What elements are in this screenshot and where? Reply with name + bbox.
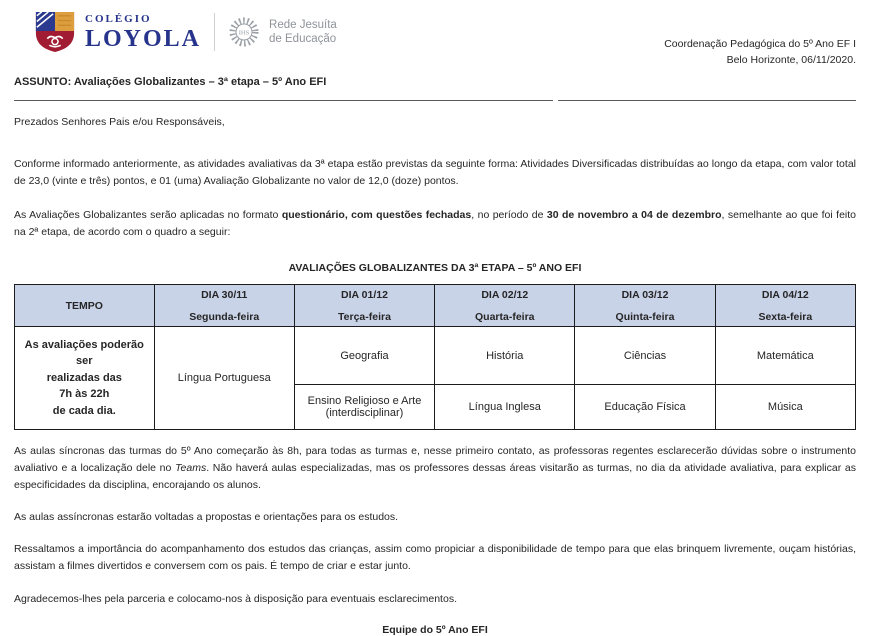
cell-lingua-inglesa: Língua Inglesa — [435, 385, 575, 430]
doc-header — [14, 10, 856, 67]
text-segment-italic: Teams — [175, 462, 207, 474]
logo-divider — [214, 13, 215, 51]
header-weekday: Quinta-feira — [615, 310, 675, 323]
cell-ciencias: Ciências — [575, 327, 715, 385]
header-day: DIA 04/12 — [761, 288, 809, 301]
header-cell-thursday — [575, 285, 715, 327]
cell-tempo-note — [15, 327, 155, 430]
cell-musica: Música — [715, 385, 855, 430]
header-day: DIA 01/12 — [341, 288, 388, 301]
text-segment-bold: 30 de novembro a 04 de dezembro — [546, 209, 722, 221]
separator-rule — [14, 97, 856, 101]
cell-geografia: Geografia — [294, 327, 434, 385]
paragraph-thanks: Agradecemos-lhes pela parceria e colocamo-nos à disposição para eventuais esclarecimentos. — [14, 593, 457, 605]
text-segment: As Avaliações Globalizantes serão aplicadas no formato — [14, 209, 282, 221]
header-day: DIA 30/11 — [201, 288, 248, 301]
rule-segment-right — [558, 97, 856, 101]
table-title: AVALIAÇÕES GLOBALIZANTES DA 3ª ETAPA – 5º ANO EFI — [288, 262, 582, 274]
logo-college-small: COLÉGIO — [85, 12, 152, 25]
city-date-line: Belo Horizonte, 06/11/2020. — [726, 54, 856, 67]
salutation: Prezados Senhores Pais e/ou Responsáveis, — [14, 116, 225, 128]
header-day: DIA 03/12 — [621, 288, 669, 301]
tempo-note-line: realizadas das — [46, 371, 122, 384]
subject-line: ASSUNTO: Avaliações Globalizantes – 3ª etapa – 5º Ano EFI — [14, 76, 327, 88]
tempo-note-line: As avaliações poderão ser — [24, 338, 144, 368]
jesuit-sunburst-icon — [228, 16, 260, 48]
text-segment: As aulas síncronas das turmas do 5º Ano começarão às 8h, para todas as turmas e, nesse primeiro contato, as professoras regentes esclarecerão dúvidas sobre o instrumento avaliativo e a localização dele no — [14, 445, 856, 474]
header-cell-monday — [154, 285, 294, 327]
cell-ensino-religioso-arte: Ensino Religioso e Arte (interdisciplinar) — [294, 385, 434, 430]
text-segment: . Não haverá aulas especializadas, mas os professores dessas áreas visitarão as turmas, no dia da atividade avaliativa, para explicar as especificidades da disciplina, encorajando os alunos. — [14, 462, 857, 491]
text-segment: , semelhante ao que foi feito na 2ª etapa, de acordo com o quadro a seguir: — [14, 209, 857, 238]
footer-signature: Equipe do 5º Ano EFI — [382, 624, 488, 636]
svg-text:IHS: IHS — [238, 29, 250, 37]
paragraph-etapa-overview: Conforme informado anteriormente, as atividades avaliativas da 3ª etapa estão previstas da seguinte forma: Atividades Diversificadas distribuídas ao longo da etapa, com valor total de 23,0 (vinte e três) pontos, e 01 (uma) Avaliação Globalizante no valor de 12,0 (doze) pontos. — [14, 158, 856, 187]
header-weekday: Sexta-feira — [758, 310, 813, 323]
paragraph-asynchronous-classes: As aulas assíncronas estarão voltadas a propostas e orientações para os estudos. — [14, 511, 399, 523]
network-line2: de Educação — [269, 33, 337, 45]
paragraph-synchronous-classes — [14, 443, 856, 494]
loyola-shield-icon — [34, 10, 76, 54]
header-label: TEMPO — [65, 299, 103, 312]
paragraph-application-format — [14, 207, 856, 241]
header-weekday: Terça-feira — [338, 310, 391, 323]
cell-lingua-portuguesa: Língua Portuguesa — [154, 327, 294, 430]
table-header-row — [15, 285, 856, 327]
table-row — [15, 327, 856, 385]
schedule-table — [14, 284, 856, 430]
network-line1: Rede Jesuíta — [269, 18, 337, 31]
rule-segment-left — [14, 97, 553, 101]
header-cell-tuesday — [294, 285, 434, 327]
header-weekday: Quarta-feira — [474, 310, 535, 323]
header-cell-tempo — [15, 285, 155, 327]
cell-matematica: Matemática — [715, 327, 855, 385]
logo-college-name: LOYOLA — [85, 25, 202, 52]
logo-wordmark — [85, 14, 201, 51]
header-cell-friday — [715, 285, 855, 327]
text-segment: , no período de — [471, 209, 547, 221]
coordination-line: Coordenação Pedagógica do 5º Ano EF I — [664, 38, 856, 50]
tempo-note-line: 7h às 22h — [59, 388, 110, 401]
tempo-note-line: de cada dia. — [52, 404, 116, 417]
header-weekday: Segunda-feira — [189, 310, 260, 323]
header-meta — [664, 36, 856, 69]
header-day: DIA 02/12 — [481, 288, 529, 301]
cell-historia: História — [435, 327, 575, 385]
network-name — [269, 18, 337, 47]
school-logo — [14, 10, 337, 54]
cell-educacao-fisica: Educação Física — [575, 385, 715, 430]
text-segment-bold: questionário, com questões fechadas — [281, 209, 472, 221]
header-cell-wednesday — [435, 285, 575, 327]
paragraph-family-support: Ressaltamos a importância do acompanhamento dos estudos das crianças, assim como propiciar a disponibilidade de tempo para que elas brinquem livremente, ouçam histórias, assistam a filmes divertidos e conversem com os pais. É tempo de criar e estar junto. — [14, 543, 856, 572]
